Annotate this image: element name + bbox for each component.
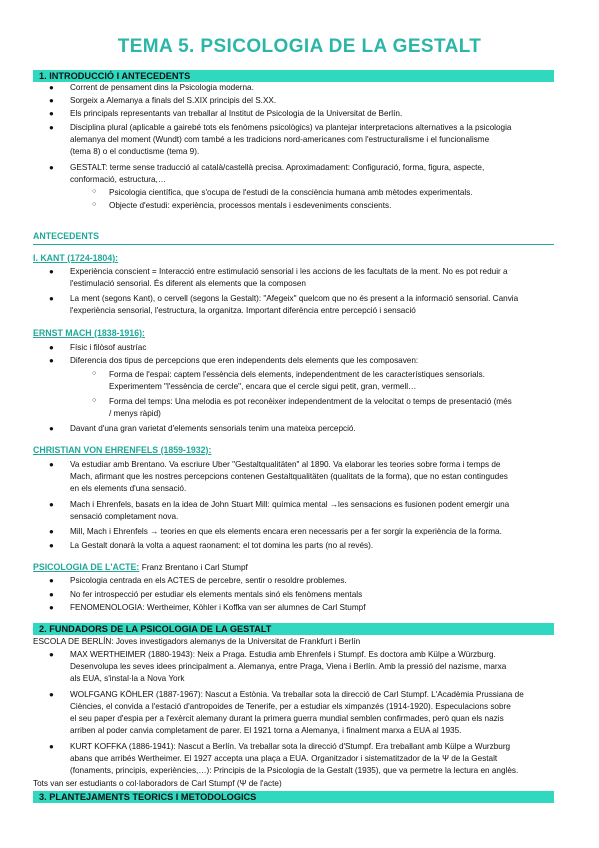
mach-heading: ERNST MACH (1838-1916):	[33, 328, 145, 338]
kant-heading: I. KANT (1724-1804):	[33, 253, 119, 263]
bullet-dot: ●	[49, 500, 54, 509]
s1-bullet-5-line-2: conformació, estructura,…	[70, 175, 167, 184]
s1-bullet-4-line-3: (tema 8) o el conductisme (tema 9).	[70, 147, 200, 156]
kohler-line-3: el seu paper d'espia per a l'exèrcit alemany durant la primera guerra mundial semblen confirmades, però quan els nazis	[70, 714, 504, 723]
s2-intro: ESCOLA DE BERLÍN: Joves investigadors alemanys de la Universitat de Frankfurt i Berlín	[33, 637, 361, 646]
bullet-dot: ●	[49, 343, 54, 352]
kant-bullet-2-line-2: l'experiència sensorial, l'estructura, la organitza. Important diferència entre percepció i sensació	[70, 306, 416, 315]
s1-bullet-3: Els principals representants van treballar al Institut de Psicologia de la Universitat de Berlín.	[70, 109, 403, 118]
bullet-dot: ●	[49, 294, 54, 303]
bullet-dot: ●	[49, 267, 54, 276]
mach-sub-2-line-2: / menys ràpid)	[109, 409, 161, 418]
bullet-dot: ●	[49, 424, 54, 433]
bullet-dot: ●	[49, 460, 54, 469]
ehrenfels-bullet-4: La Gestalt donarà la volta a aquest raonament: el tot domina les parts (no al revés).	[70, 541, 374, 550]
page-title: TEMA 5. PSICOLOGIA DE LA GESTALT	[117, 36, 482, 57]
mach-bullet-3: Davant d'una gran varietat d'elements sensorials tenim una mateixa percepció.	[70, 424, 356, 433]
kohler-line-2: Ciències, el convida a l'estació d'antropoides de Tenerife, per a estudiar els ximpanzés (1914-1920). Especulacions sobre	[70, 702, 511, 711]
mach-bullet-2: Diferencia dos tipus de percepcions que eren independents dels elements que les composaven:	[70, 356, 419, 365]
acte-names: Franz Brentano i Carl Stumpf	[141, 563, 248, 572]
ehrenfels-bullet-2-line-2: sensació completament nova.	[70, 512, 179, 521]
bullet-dot: ●	[49, 163, 54, 172]
bullet-dot: ●	[49, 590, 54, 599]
circle-bullet: ○	[92, 397, 97, 404]
bullet-dot: ●	[49, 576, 54, 585]
section-1-heading: 1. INTRODUCCIÓ I ANTECEDENTS	[33, 70, 554, 82]
bullet-dot: ●	[49, 83, 54, 92]
s1-bullet-1: Corrent de pensament dins la Psicologia moderna.	[70, 83, 254, 92]
kohler-line-4: arriben al poder canvia completament de parer. El 1921 torna a Alemanya, i finalment marxa a EUA al 1935.	[70, 726, 462, 735]
bullet-dot: ●	[49, 742, 54, 751]
s1-bullet-4-line-1: Disciplina plural (aplicable a gairebé tots els fenòmens psicològics) va plantejar interpretacions alternatives a la psicologia	[70, 123, 512, 132]
koffka-line-3: (fonaments, principis, experiències,…): Principis de la Psicologia de la Gestalt (1935), que va permetre la lectura en anglès.	[70, 766, 519, 775]
bullet-dot: ●	[49, 690, 54, 699]
ehrenfels-bullet-1-line-3: en els elements d'una sensació.	[70, 484, 187, 493]
koffka-line-2: abans que arribés Wertheimer. El 1927 accepta una plaça a EUA. Organitzador i sistematitzador de la Ψ de la Gestalt	[70, 754, 498, 763]
circle-bullet: ○	[92, 188, 97, 195]
acte-heading: PSICOLOGIA DE L'ACTE:	[33, 562, 140, 572]
wertheimer-line-3: als EUA, s'instal·la a Nova York	[70, 674, 185, 683]
acte-bullet-2: No fer introspecció per estudiar els elements mentals sinó els fenòmens mentals	[70, 590, 363, 599]
kant-bullet-1-line-2: l'estimulació sensorial. És diferent als elements que la composen	[70, 279, 306, 288]
antecedents-heading: ANTECEDENTS	[33, 231, 99, 241]
kant-bullet-2-line-1: La ment (segons Kant), o cervell (segons la Gestalt): "Afegeix" quelcom que no és present a la informació sensorial. Canvia	[70, 294, 519, 303]
wertheimer-line-1: MAX WERTHEIMER (1880-1943): Neix a Praga. Estudia amb Ehrenfels i Stumpf. Es doctora amb Külpe a Würzburg.	[70, 650, 496, 659]
mach-sub-1-line-1: Forma de l'espai: captem l'essència dels elements, independentment de les característiques sensorials.	[109, 370, 485, 379]
wertheimer-line-2: Desenvolupa les seves idees principalment a. Alemanya, entre Praga, Viena i Berlín. Amb la pressió del nazisme, marxa	[70, 662, 507, 671]
circle-bullet: ○	[92, 370, 97, 377]
bullet-dot: ●	[49, 123, 54, 132]
bullet-dot: ●	[49, 650, 54, 659]
mach-sub-2-line-1: Forma del temps: Una melodia es pot reconèixer independentment de la velocitat o temps de presentació (més	[109, 397, 512, 406]
kant-bullet-1-line-1: Experiència conscient = Interacció entre estimulació sensorial i les accions de les facultats de la ment. No es pot reduir a	[70, 267, 508, 276]
s1-bullet-4-line-2: alemanya del moment (Wundt) com també a les tradicions nord-americanes com l'estructuralisme i el funcionalisme	[70, 135, 490, 144]
bullet-dot: ●	[49, 603, 54, 612]
bullet-dot: ●	[49, 527, 54, 536]
acte-bullet-1: Psicologia centrada en els ACTES de percebre, sentir o resoldre problemes.	[70, 576, 347, 585]
section-2-heading: 2. FUNDADORS DE LA PSICOLOGIA DE LA GESTALT	[33, 623, 554, 635]
kohler-line-1: WOLFGANG KÖHLER (1887-1967): Nascut a Estònia. Va treballar sota la direcció de Carl Stumpf. L'Acadèmia Prussiana de	[70, 690, 524, 699]
section-3-heading: 3. PLANTEJAMENTS TEORICS I METODOLOGICS	[33, 791, 554, 803]
bullet-dot: ●	[49, 356, 54, 365]
s1-bullet-2: Sorgeix a Alemanya a finals del S.XIX principis del S.XX.	[70, 96, 277, 105]
mach-sub-1-line-2: Experimentem "l'essència de cercle", encara que el cercle sigui petit, gran, vermell…	[109, 382, 417, 391]
acte-heading-line	[33, 562, 248, 572]
s1-bullet-5-line-1: GESTALT: terme sense traducció al català/castellà precisa. Aproximadament: Configuració, forma, figura, aspecte,	[70, 163, 485, 172]
bullet-dot: ●	[49, 109, 54, 118]
acte-bullet-3: FENOMENOLOGIA: Wertheimer, Köhler i Koffka van ser alumnes de Carl Stumpf	[70, 603, 366, 612]
bullet-dot: ●	[49, 541, 54, 550]
ehrenfels-heading: CHRISTIAN VON EHRENFELS (1859-1932):	[33, 445, 212, 455]
mach-bullet-1: Físic i filòsof austríac	[70, 343, 147, 352]
ehrenfels-bullet-3: Mill, Mach i Ehrenfels → teories en que els elements encara eren necessaris per a fer sorgir la experiència de la forma.	[70, 527, 502, 536]
ehrenfels-bullet-1-line-2: Mach, afirmant que les nostres percepcions contenen Gestaltqualitäten (qualitats de la forma), que no estan contingudes	[70, 472, 508, 481]
s1-sub-1: Psicologia científica, que s'ocupa de l'estudi de la consciència humana amb mètodes experimentals.	[109, 188, 473, 197]
circle-bullet: ○	[92, 201, 97, 208]
koffka-line-1: KURT KOFFKA (1886-1941): Nascut a Berlín. Va treballar sota la direcció d'Stumpf. Era treballant amb Külpe a Wurzburg	[70, 742, 511, 751]
s2-outro: Tots van ser estudiants o col·laboradors de Carl Stumpf (Ψ de l'acte)	[33, 779, 282, 788]
ehrenfels-bullet-2-line-1: Mach i Ehrenfels, basats en la idea de John Stuart Mill: química mental →les sensacions es fusionen podent emergir una	[70, 500, 510, 509]
antecedents-rule	[33, 244, 554, 245]
bullet-dot: ●	[49, 96, 54, 105]
s1-sub-2: Objecte d'estudi: experiència, processos mentals i esdeveniments conscients.	[109, 201, 392, 210]
ehrenfels-bullet-1-line-1: Va estudiar amb Brentano. Va escriure Uber "Gestaltqualitäten" al 1890. Va elaborar les teories sobre forma i temps de	[70, 460, 501, 469]
